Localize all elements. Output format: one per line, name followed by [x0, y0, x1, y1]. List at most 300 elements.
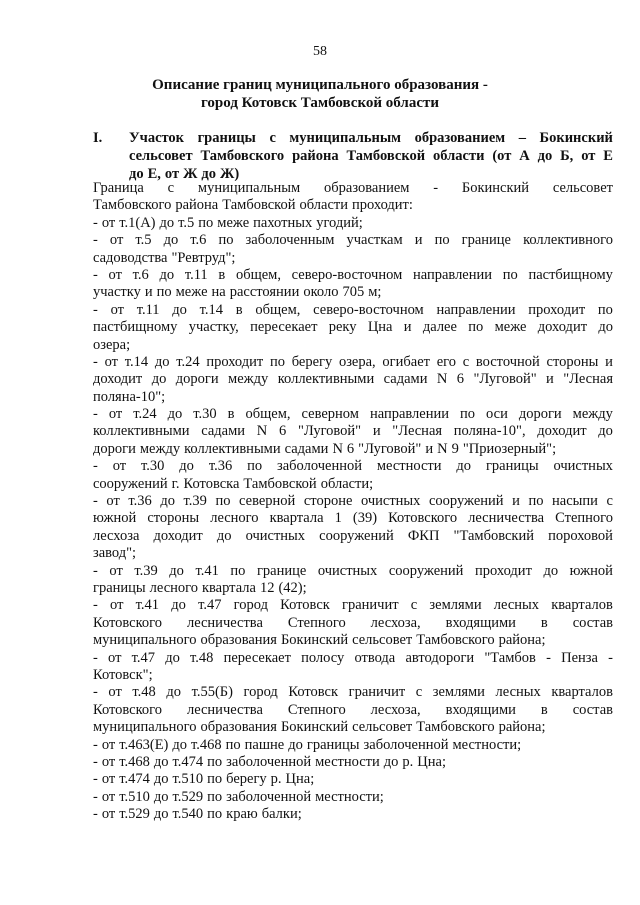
- text-line: [93, 354, 613, 371]
- word: общем,: [255, 301, 301, 318]
- word: -: [608, 649, 613, 666]
- word: до: [171, 597, 186, 614]
- word: м;: [368, 284, 382, 301]
- word: т.24: [176, 353, 200, 370]
- word: -: [93, 266, 98, 283]
- word: 1: [334, 510, 342, 527]
- word: лесхоза: [93, 527, 140, 544]
- word: р.: [402, 753, 414, 770]
- word: от: [101, 806, 116, 823]
- section-heading-text: [93, 129, 613, 183]
- text-line: [93, 650, 613, 667]
- word: проходит:: [351, 197, 413, 214]
- word: Бокинский: [280, 719, 349, 736]
- word: А: [519, 148, 530, 164]
- word: южной: [569, 562, 613, 579]
- section-heading-line: [93, 147, 613, 165]
- word: района: [175, 197, 219, 214]
- word: по: [247, 458, 263, 475]
- word: до: [383, 753, 399, 770]
- word: Е,: [147, 166, 161, 182]
- word: завод";: [93, 545, 137, 562]
- text-line: [93, 458, 613, 475]
- word: -: [93, 301, 98, 318]
- word: Б,: [560, 148, 574, 164]
- word: Тамбовского: [416, 719, 495, 736]
- word: квартала: [269, 510, 324, 527]
- word: т.14: [199, 301, 224, 318]
- word: оси: [486, 406, 508, 423]
- text-line: [93, 215, 613, 232]
- word: доходит: [537, 319, 588, 336]
- word: т.39: [183, 493, 207, 510]
- word: (42);: [278, 579, 307, 596]
- text-line: [93, 476, 613, 493]
- word: муниципального: [93, 632, 197, 649]
- word: "Лесная: [392, 423, 443, 440]
- word: N: [436, 371, 448, 388]
- word: г.: [171, 475, 180, 492]
- word: реку: [328, 319, 357, 336]
- word: коллективными: [277, 371, 375, 388]
- text-line: [93, 250, 613, 267]
- word: и: [512, 493, 520, 510]
- word: Цна: [367, 319, 393, 336]
- word: "Лесная: [563, 371, 613, 388]
- word: сельсовет: [352, 719, 413, 736]
- word: общем,: [245, 406, 291, 423]
- word: на: [211, 284, 226, 301]
- word: Е: [603, 148, 613, 164]
- word: сооружений: [388, 562, 464, 579]
- word: -: [93, 684, 98, 701]
- title-line-1: Описание границ муниципального образования -: [152, 77, 488, 93]
- word: -: [433, 180, 439, 196]
- word: т.6: [190, 232, 207, 249]
- word: доходит: [153, 527, 203, 544]
- word: -: [93, 597, 98, 614]
- word: с: [410, 597, 418, 614]
- word: Котовск: [280, 597, 330, 614]
- word: р.: [270, 771, 282, 788]
- word: района;: [498, 719, 546, 736]
- word: границы: [485, 458, 539, 475]
- text-line: [93, 493, 613, 510]
- word: до: [179, 458, 194, 475]
- word: и: [372, 423, 381, 440]
- word: Ж): [220, 166, 240, 182]
- word: заболоченной: [226, 753, 312, 770]
- word: садоводства: [93, 249, 168, 266]
- word: сельсовет: [352, 632, 413, 649]
- word: балки;: [261, 806, 302, 823]
- word: от: [110, 301, 124, 318]
- word: "Тамбов: [484, 649, 536, 666]
- word: между: [228, 371, 269, 388]
- text-line: [93, 806, 613, 823]
- text-line: [93, 423, 613, 440]
- word: Участок: [129, 130, 185, 146]
- body-text: [93, 180, 613, 823]
- word: и: [414, 232, 423, 249]
- word: пересекает: [250, 319, 318, 336]
- word: отвода: [354, 649, 396, 666]
- word: Тамбовского: [416, 632, 495, 649]
- word: поляна-10";: [93, 388, 166, 405]
- word: от: [101, 736, 116, 753]
- word: квартала: [201, 579, 256, 596]
- word: дороги: [518, 406, 562, 423]
- word: "Луговой": [473, 371, 537, 388]
- word: -: [93, 771, 98, 788]
- word: меже: [175, 284, 208, 301]
- word: до: [172, 301, 187, 318]
- word: садами: [284, 440, 329, 457]
- word: до: [159, 266, 175, 283]
- word: области: [299, 197, 348, 214]
- word: -: [93, 214, 98, 231]
- word: дороги: [175, 371, 219, 388]
- word: участку,: [188, 319, 239, 336]
- word: землями: [432, 684, 485, 701]
- word: стороны: [147, 510, 200, 527]
- word: -: [93, 736, 98, 753]
- word: до: [160, 493, 175, 510]
- word: от: [109, 562, 123, 579]
- word: до: [153, 806, 169, 823]
- word: области: [433, 148, 485, 164]
- word: т.55(Б): [191, 684, 233, 701]
- word: озера,: [338, 353, 376, 370]
- word: с: [269, 130, 276, 146]
- word: заболоченной: [277, 458, 362, 475]
- word: -: [93, 806, 98, 823]
- word: до: [159, 214, 175, 231]
- word: -: [93, 353, 98, 370]
- word: в: [540, 614, 548, 631]
- word: т.468: [119, 753, 150, 770]
- word: и: [403, 319, 412, 336]
- text-line: [93, 284, 613, 301]
- word: кварталов: [551, 597, 613, 614]
- word: направлении: [436, 301, 516, 318]
- word: т.11: [184, 266, 208, 283]
- word: берегу: [291, 353, 333, 370]
- word: от: [104, 353, 118, 370]
- word: от: [101, 753, 116, 770]
- word: садами: [383, 371, 428, 388]
- word: от: [108, 684, 122, 701]
- word: Бокинский: [539, 130, 613, 146]
- word: т.47: [131, 649, 155, 666]
- word: муниципальным: [197, 180, 301, 196]
- word: пастбищному: [528, 266, 613, 283]
- word: Тамбовской: [346, 148, 426, 164]
- title-line-2: город Котовск Тамбовской области: [200, 95, 439, 111]
- word: коллективными: [184, 440, 281, 457]
- word: в: [218, 266, 226, 283]
- word: состав: [572, 701, 613, 718]
- word: муниципального: [93, 719, 197, 736]
- word: до: [537, 148, 553, 164]
- section-heading-line: [93, 129, 613, 147]
- text-line: [93, 371, 613, 388]
- text-line: [93, 615, 613, 632]
- word: с: [462, 353, 470, 370]
- word: до: [163, 232, 179, 249]
- word: Котовского: [388, 510, 458, 527]
- word: до: [172, 736, 188, 753]
- word: района: [292, 148, 339, 164]
- word: сооружений: [319, 527, 394, 544]
- word: по: [156, 284, 172, 301]
- text-line: [93, 389, 613, 406]
- text-line: [93, 719, 613, 736]
- word: Пенза: [561, 649, 598, 666]
- word: очистных: [317, 562, 378, 579]
- word: краю: [226, 806, 258, 823]
- word: от: [108, 406, 123, 423]
- word: до: [154, 353, 170, 370]
- word: граничит: [348, 684, 406, 701]
- word: проходит: [528, 301, 586, 318]
- word: -: [546, 649, 551, 666]
- word: Тамбовской: [243, 475, 317, 492]
- word: до: [153, 753, 169, 770]
- word: Цна;: [285, 771, 315, 788]
- word: -: [93, 562, 98, 579]
- word: Котовска: [183, 475, 240, 492]
- word: Котовск";: [93, 666, 153, 683]
- word: по: [434, 232, 450, 249]
- word: угодий;: [316, 214, 363, 231]
- word: 12: [259, 579, 275, 596]
- word: по: [230, 562, 246, 579]
- word: -: [93, 458, 98, 475]
- word: город: [243, 684, 278, 701]
- word: образованием: [414, 130, 506, 146]
- word: от: [106, 493, 120, 510]
- word: (от: [492, 148, 512, 164]
- text-line: [93, 232, 613, 249]
- text-line: [93, 319, 613, 336]
- word: автодороги: [405, 649, 475, 666]
- word: полосу: [301, 649, 345, 666]
- word: насыпи: [552, 493, 598, 510]
- word: коллективными: [93, 423, 190, 440]
- word: лесного: [210, 510, 259, 527]
- word: до: [543, 562, 559, 579]
- word: и: [546, 371, 554, 388]
- word: поляна-10",: [453, 423, 526, 440]
- word: от: [164, 166, 180, 182]
- word: до: [151, 371, 167, 388]
- text-line: [93, 510, 613, 527]
- text-line: [93, 667, 613, 684]
- word: по: [225, 736, 241, 753]
- word: меже: [217, 214, 250, 231]
- word: т.474: [172, 753, 204, 770]
- word: заболоченной: [226, 788, 312, 805]
- word: Тамбовского: [93, 197, 172, 214]
- word: Степного: [555, 510, 613, 527]
- word: сельсовет: [552, 180, 613, 196]
- word: по: [218, 232, 234, 249]
- word: Котовск: [288, 684, 339, 701]
- word: местности;: [452, 736, 522, 753]
- word: его: [436, 353, 456, 370]
- word: очистных: [245, 527, 306, 544]
- word: 6: [278, 423, 287, 440]
- word: лесничества: [186, 701, 263, 718]
- word: района;: [498, 632, 546, 649]
- word: доходит: [537, 423, 587, 440]
- word: т.24: [133, 406, 157, 423]
- word: т.1(А): [119, 214, 156, 231]
- word: до: [288, 736, 303, 753]
- word: общем,: [235, 266, 281, 283]
- word: Тамбовской: [222, 197, 296, 214]
- word: от: [581, 148, 596, 164]
- word: южной: [93, 510, 137, 527]
- word: границе: [256, 562, 307, 579]
- word: в: [227, 406, 235, 423]
- word: т.30: [193, 406, 217, 423]
- word: лесничества: [186, 614, 263, 631]
- word: области;: [320, 475, 374, 492]
- word: Граница: [93, 180, 144, 196]
- word: пересекает: [223, 649, 291, 666]
- word: землями: [429, 597, 482, 614]
- section-heading: [93, 129, 613, 183]
- word: от: [101, 788, 116, 805]
- word: дороги: [93, 440, 136, 457]
- word: коллективного: [523, 232, 613, 249]
- word: Степного: [287, 701, 346, 718]
- word: "Ревтруд";: [171, 249, 236, 266]
- word: т.47: [198, 597, 222, 614]
- word: 6: [456, 371, 465, 388]
- word: в: [540, 701, 548, 718]
- word: входящими: [445, 614, 516, 631]
- word: направлении: [369, 406, 449, 423]
- document-title: [0, 76, 640, 112]
- section-number: I.: [93, 130, 103, 146]
- word: Бокинский: [280, 632, 349, 649]
- word: до: [167, 406, 183, 423]
- word: озера;: [93, 336, 131, 353]
- word: границы: [93, 579, 146, 596]
- word: пашне: [244, 736, 285, 753]
- text-line: [93, 702, 613, 719]
- word: очистных: [553, 458, 613, 475]
- word: до: [169, 562, 184, 579]
- word: -: [93, 753, 98, 770]
- text-line: [93, 197, 613, 214]
- word: по: [269, 353, 285, 370]
- word: по: [215, 493, 231, 510]
- word: северо-восточном: [291, 266, 403, 283]
- word: местности: [315, 753, 380, 770]
- word: N: [437, 440, 448, 457]
- word: с: [167, 180, 175, 196]
- word: -: [93, 788, 98, 805]
- word: по: [460, 406, 476, 423]
- word: т.468: [191, 736, 222, 753]
- word: т.14: [124, 353, 149, 370]
- word: муниципальным: [289, 130, 402, 146]
- word: лесных: [493, 597, 540, 614]
- word: между: [139, 440, 181, 457]
- word: т.48: [190, 649, 214, 666]
- word: -: [93, 493, 98, 510]
- word: до: [153, 788, 169, 805]
- text-line: [93, 337, 613, 354]
- word: расстоянии: [229, 284, 300, 301]
- word: проходит: [206, 353, 264, 370]
- word: до: [166, 684, 181, 701]
- word: от: [110, 597, 124, 614]
- word: северной: [239, 493, 296, 510]
- word: до: [129, 166, 144, 182]
- word: лесных: [495, 684, 541, 701]
- word: до: [216, 527, 232, 544]
- word: стороны: [546, 353, 599, 370]
- word: т.5: [178, 214, 195, 231]
- word: Степного: [287, 614, 346, 631]
- word: т.48: [132, 684, 156, 701]
- word: "Луговой": [297, 423, 362, 440]
- word: сельсовет: [129, 148, 193, 164]
- word: ФКП: [407, 527, 440, 544]
- word: -: [93, 649, 98, 666]
- word: границы: [197, 130, 256, 146]
- word: берегу: [226, 771, 267, 788]
- text-line: [93, 441, 613, 458]
- word: кварталов: [551, 684, 613, 701]
- word: в: [235, 301, 243, 318]
- word: между: [572, 406, 613, 423]
- text-line: [93, 563, 613, 580]
- word: т.6: [132, 266, 149, 283]
- word: город: [233, 597, 268, 614]
- word: по: [528, 493, 544, 510]
- word: образования: [200, 719, 277, 736]
- word: пороховой: [548, 527, 613, 544]
- word: "Тамбовский: [453, 527, 534, 544]
- word: лесхоза,: [370, 614, 421, 631]
- word: Тамбовского: [200, 148, 285, 164]
- text-line: [93, 302, 613, 319]
- word: входящими: [445, 701, 516, 718]
- word: участку: [93, 284, 141, 301]
- word: и: [144, 284, 153, 301]
- word: лесничества: [468, 510, 545, 527]
- word: далее: [422, 319, 457, 336]
- word: т.463(Е): [119, 736, 169, 753]
- word: Ж: [183, 166, 198, 182]
- word: Бокинский: [461, 180, 530, 196]
- word: до: [598, 319, 613, 336]
- word: т.529: [172, 788, 204, 805]
- word: т.41: [135, 597, 160, 614]
- word: заболоченной: [363, 736, 449, 753]
- word: садами: [201, 423, 246, 440]
- word: Котовского: [93, 701, 162, 718]
- page-number: 58: [313, 44, 327, 59]
- word: пахотных: [253, 214, 313, 231]
- word: доходит: [93, 371, 143, 388]
